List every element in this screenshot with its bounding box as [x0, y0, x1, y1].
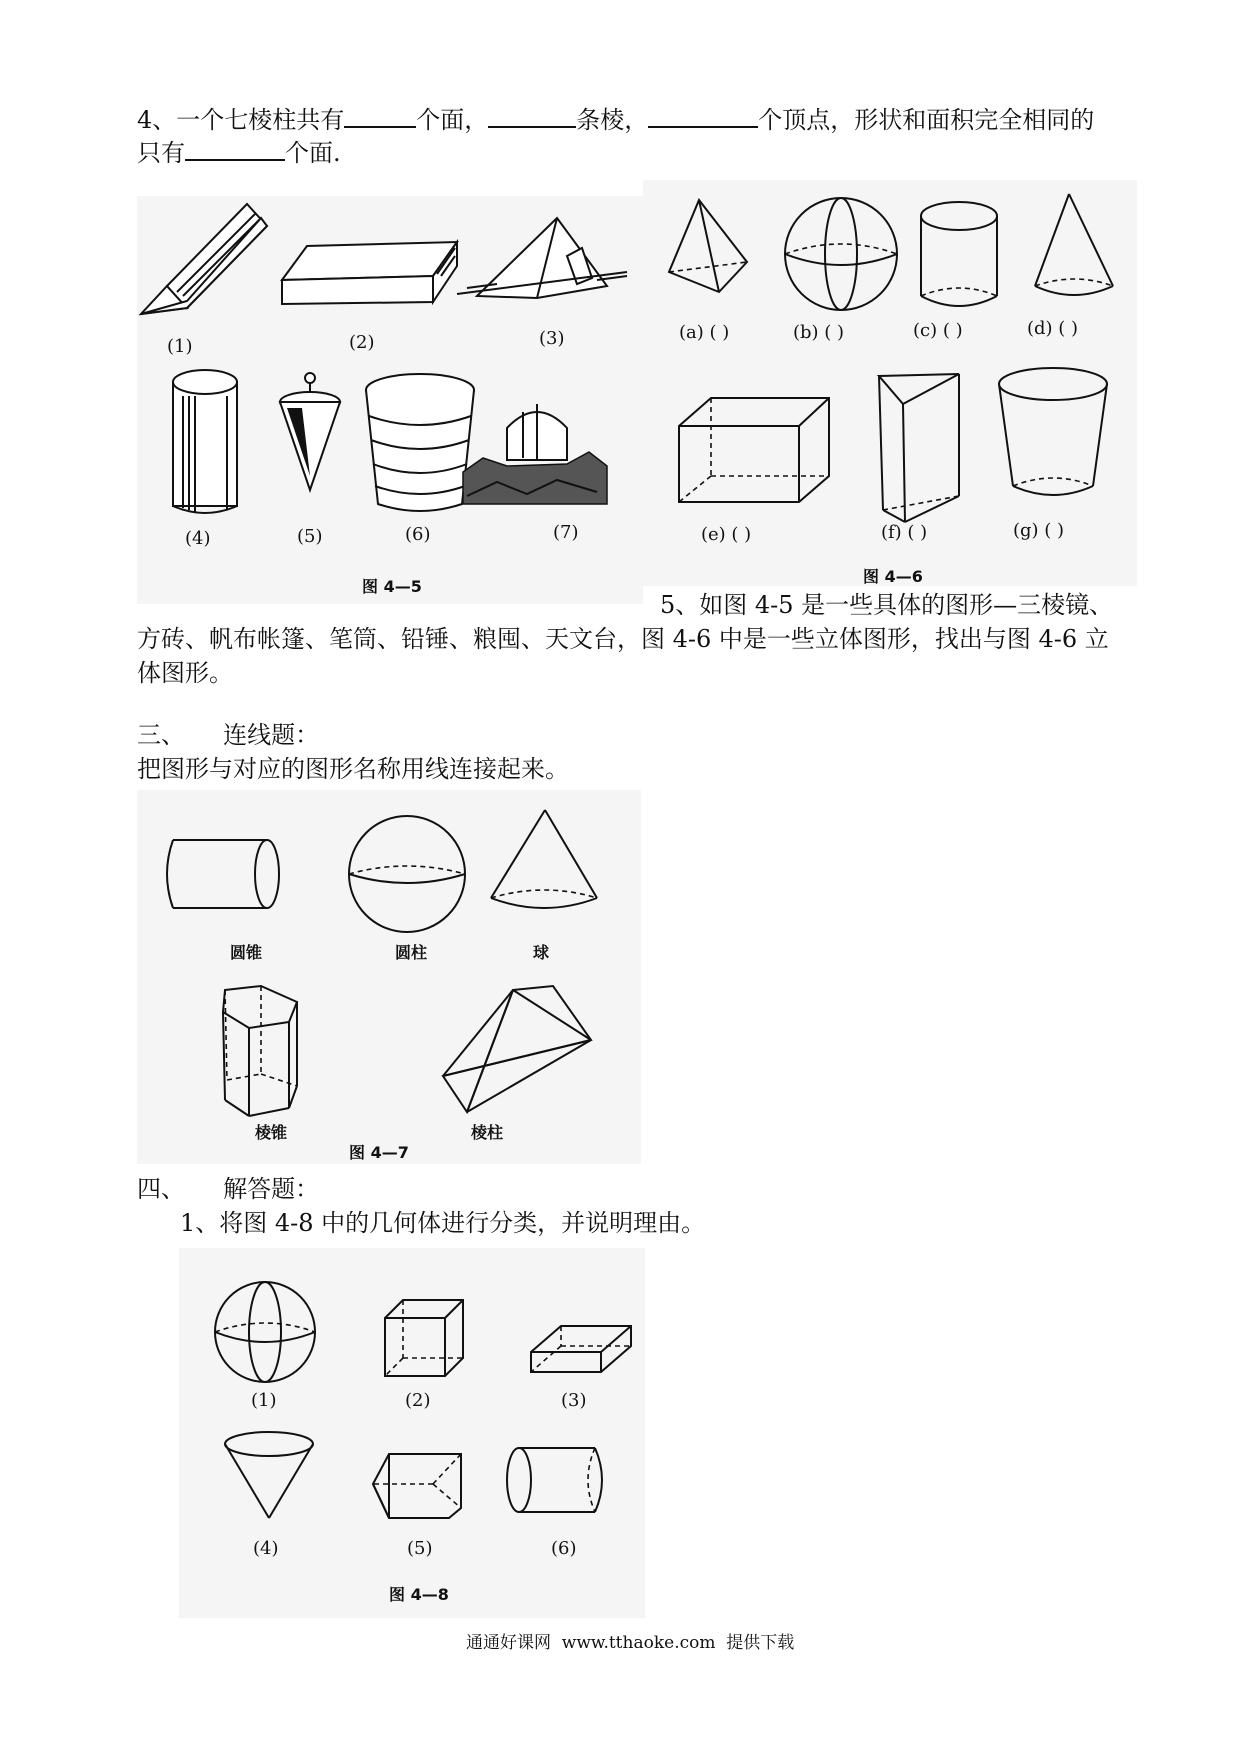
horizontal-cylinder-icon: [167, 840, 279, 908]
fig48-label-3: (3): [561, 1390, 587, 1411]
answer-blank-faces[interactable]: [344, 100, 416, 128]
tetrahedron-icon: [443, 986, 591, 1112]
fig47-name-pyramid[interactable]: 棱锥: [255, 1123, 288, 1142]
fig45-label-1: (1): [167, 336, 193, 357]
figure-4-6: [643, 180, 1137, 586]
fig48-label-5: (5): [407, 1538, 433, 1559]
fig48-label-6: (6): [551, 1538, 577, 1559]
lying-triangular-prism-icon: [373, 1454, 461, 1518]
fig47-caption: 图 4—7: [349, 1143, 409, 1162]
fig46-label-b: (b) ( ): [793, 322, 845, 343]
upright-cone-icon: [491, 810, 597, 908]
fig46-label-a: (a) ( ): [679, 322, 730, 343]
brick-icon: [282, 242, 457, 304]
frustum-icon: [999, 368, 1107, 495]
fig48-label-4: (4): [253, 1538, 279, 1559]
cuboid-icon: [679, 398, 829, 502]
section-3-instruction: 把图形与对应的图形名称用线连接起来。: [137, 755, 569, 783]
triangular-prism-upright-icon: [879, 374, 959, 522]
fig46-label-d: (d) ( ): [1027, 318, 1079, 339]
fig45-label-7: (7): [553, 522, 579, 543]
answer-blank-vertices[interactable]: [648, 100, 758, 128]
fig47-name-cylinder[interactable]: 圆柱: [395, 943, 428, 962]
question-4-line-2: 只有 个面.: [137, 133, 341, 170]
hexagonal-prism-icon: [223, 986, 297, 1116]
sphere-icon: [785, 198, 897, 310]
page-footer: 通通好课网 www.tthaoke.com 提供下载: [466, 1633, 795, 1653]
fig46-label-c: (c) ( ): [913, 320, 963, 341]
cylinder-icon: [921, 202, 997, 306]
fig46-caption: 图 4—6: [863, 567, 923, 586]
inverted-cone-icon: [225, 1432, 313, 1518]
fig48-label-1: (1): [251, 1390, 277, 1411]
fig45-label-4: (4): [185, 528, 211, 549]
fig47-name-prism[interactable]: 棱柱: [471, 1123, 504, 1142]
granary-icon: [366, 374, 474, 511]
observatory-icon: [463, 404, 607, 504]
question-5-line-1: 5、如图 4-5 是一些具体的图形—三棱镜、: [660, 591, 1114, 619]
section-4-question-1: 1、将图 4-8 中的几何体进行分类，并说明理由。: [180, 1209, 706, 1237]
figure-4-8-drawings: [179, 1248, 645, 1618]
fig48-label-2: (2): [405, 1390, 431, 1411]
figure-4-7: [137, 790, 641, 1164]
fig45-label-3: (3): [539, 328, 565, 349]
figure-4-8: [179, 1248, 645, 1618]
answer-blank-edges[interactable]: [488, 100, 576, 128]
figure-4-5: [137, 196, 643, 604]
fig46-label-e: (e) ( ): [701, 524, 752, 545]
fig47-name-cone[interactable]: 圆锥: [230, 943, 263, 962]
tent-icon: [457, 218, 627, 298]
flat-cuboid-icon: [531, 1326, 631, 1372]
sphere-meridian-icon: [215, 1282, 315, 1382]
fig47-name-sphere[interactable]: 球: [533, 943, 550, 962]
fig45-label-5: (5): [297, 526, 323, 547]
pyramid-icon: [669, 200, 747, 292]
answer-blank-identical-faces[interactable]: [185, 133, 285, 161]
plumb-bob-icon: [280, 373, 340, 490]
figure-4-7-drawings: [137, 790, 641, 1164]
section-4-heading: 四、 解答题：: [137, 1175, 320, 1203]
cone-icon: [1035, 194, 1113, 295]
fig45-label-6: (6): [405, 524, 431, 545]
pen-holder-icon: [173, 370, 237, 513]
fig46-label-g: (g) ( ): [1013, 520, 1065, 541]
fig48-caption: 图 4—8: [389, 1585, 449, 1604]
small-horizontal-cylinder-icon: [507, 1448, 602, 1512]
fig45-caption: 图 4—5: [362, 577, 422, 596]
fig45-label-2: (2): [349, 332, 375, 353]
question-4-line-1: 4、一个七棱柱共有 个面， 条棱， 个顶点，形状和面积完全相同的: [137, 100, 1094, 137]
question-5-line-2: 方砖、帆布帐篷、笔筒、铅锤、粮囤、天文台，图 4-6 中是一些立体图形，找出与图 4-6 立: [137, 625, 1109, 653]
question-5-line-3: 体图形。: [137, 659, 233, 687]
section-3-heading: 三、 连线题：: [137, 721, 320, 749]
triangular-prism-icon: [141, 204, 267, 314]
sphere-with-equator-icon: [349, 816, 465, 932]
cube-icon: [385, 1300, 463, 1376]
fig46-label-f: (f) ( ): [881, 522, 928, 543]
